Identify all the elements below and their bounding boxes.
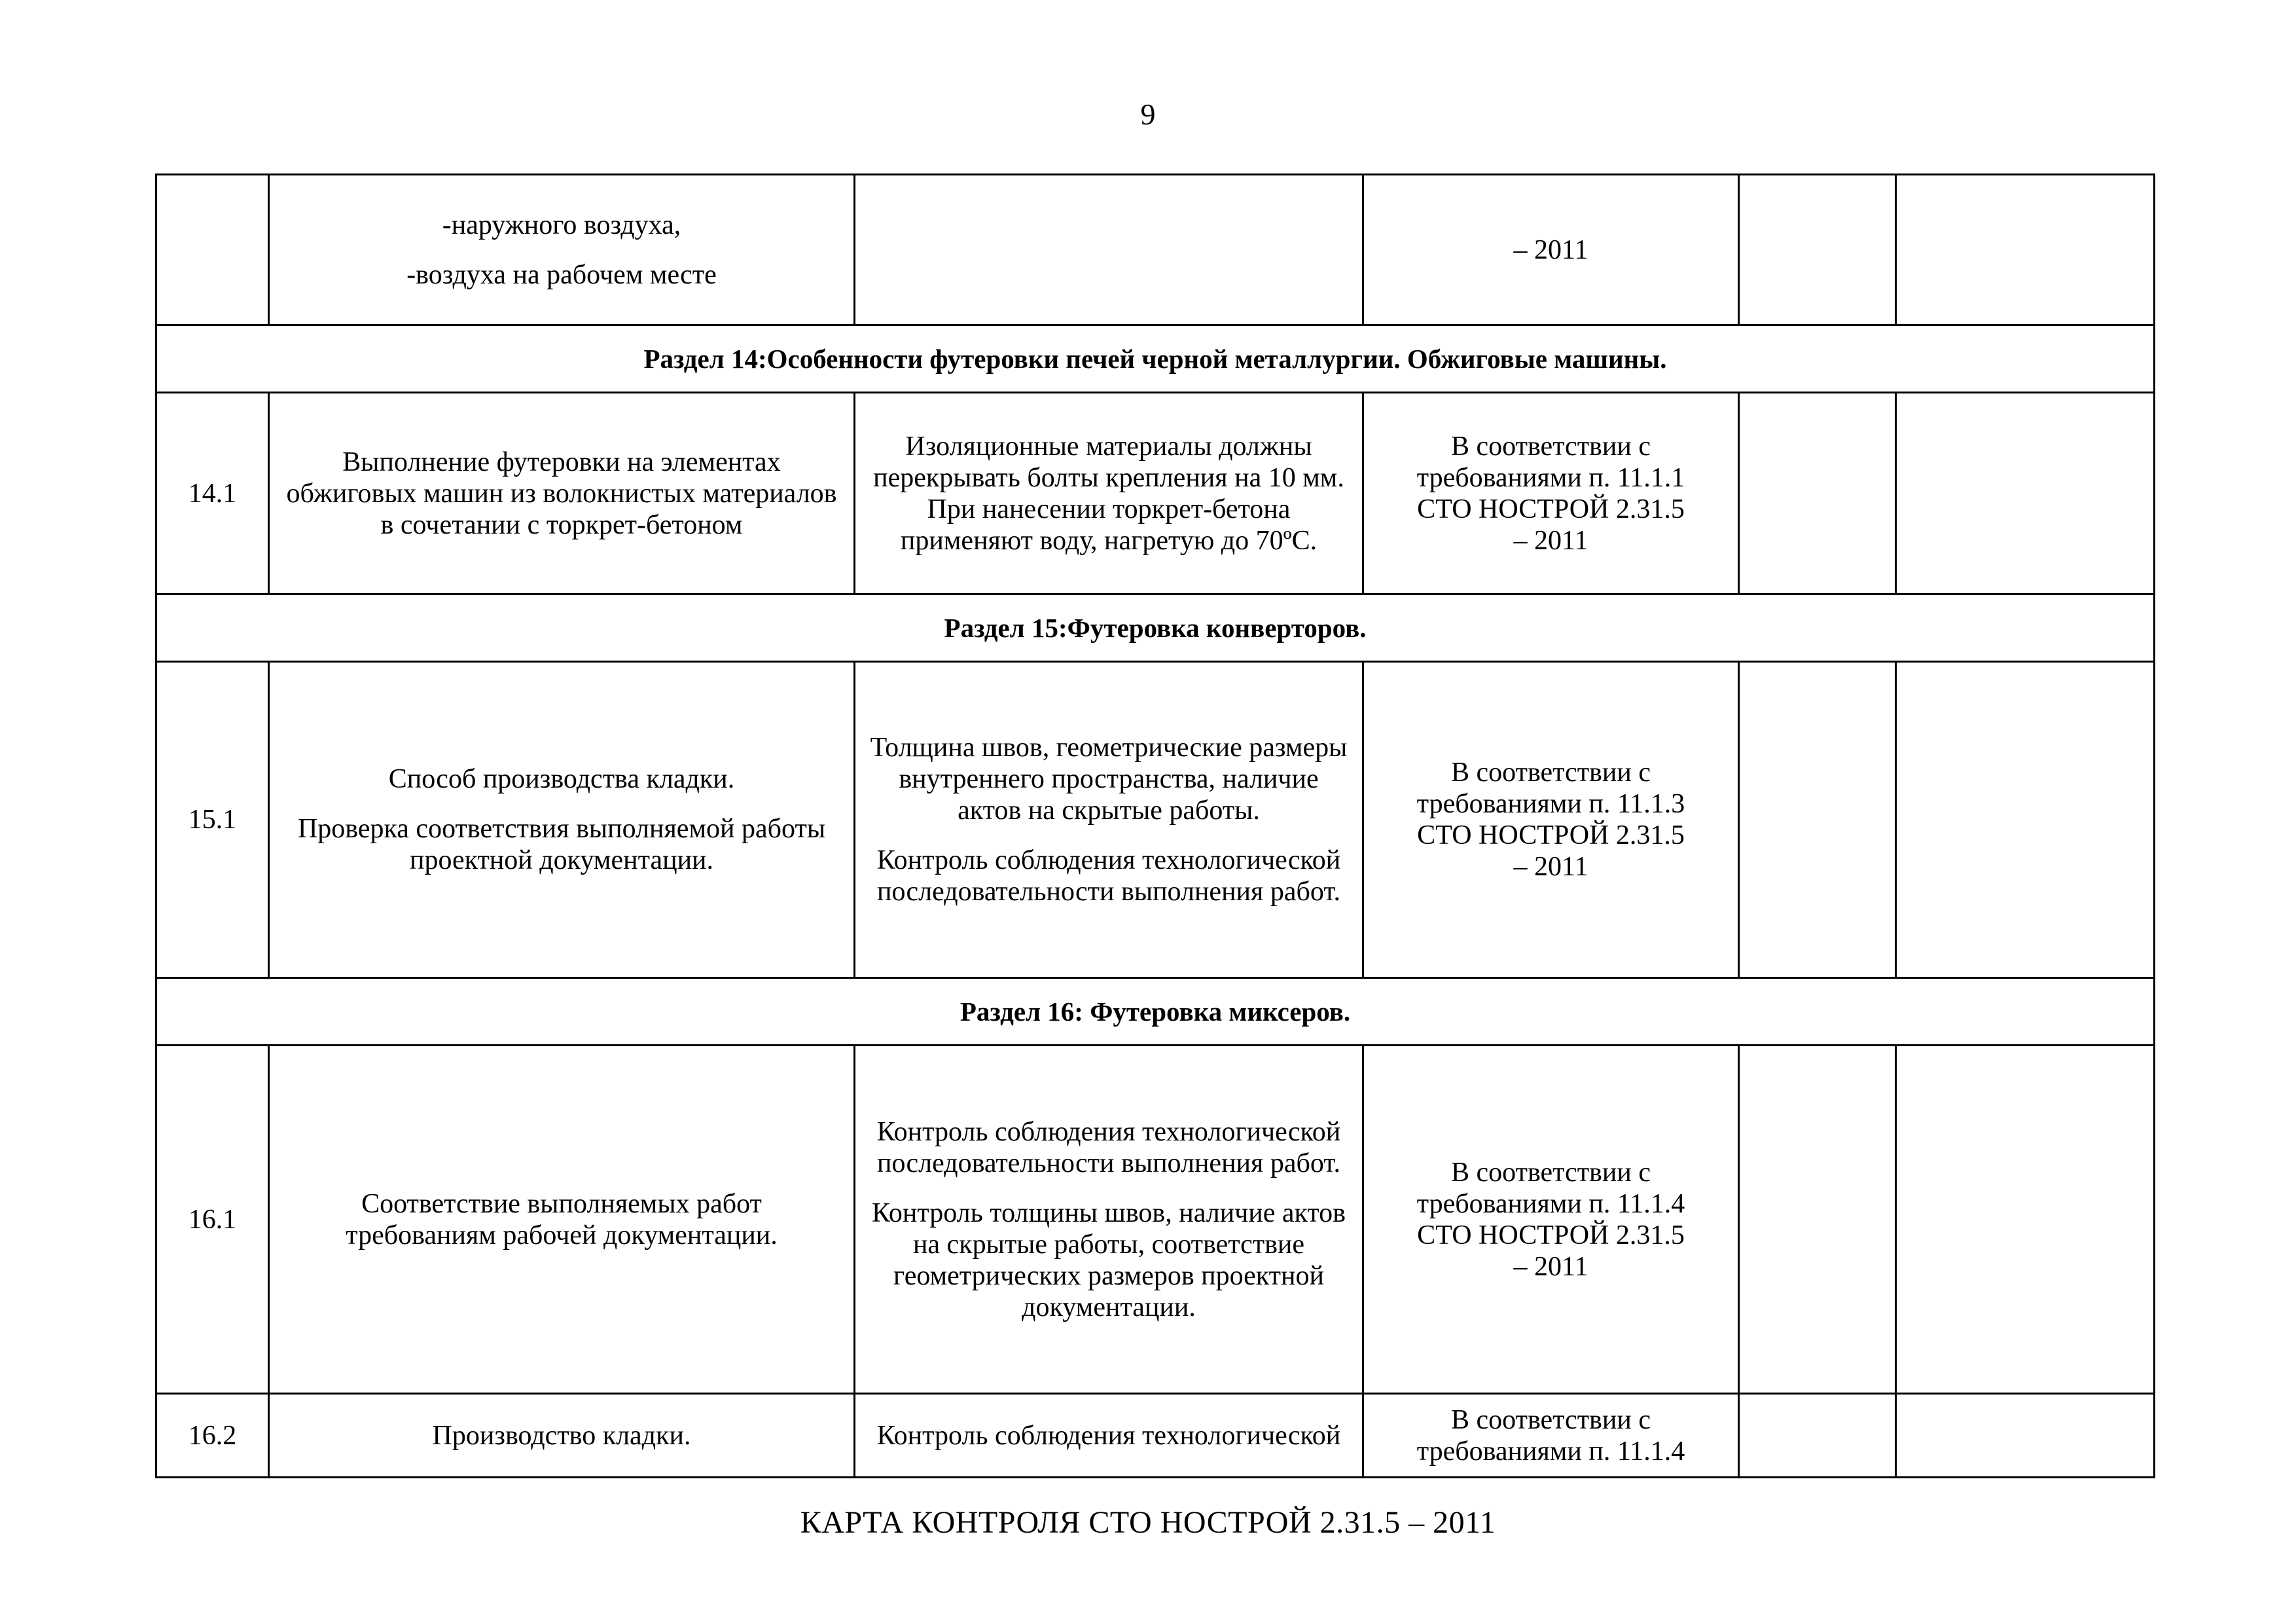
- standard-line: СТО НОСТРОЙ 2.31.5: [1417, 1220, 1685, 1250]
- control-paragraph: Толщина швов, геометрические размеры внутреннего пространства, наличие актов на скрытые работы.: [870, 733, 1348, 826]
- cell-standard: [1363, 1394, 1739, 1478]
- cell-number: [156, 175, 269, 325]
- cell-number: 16.1: [156, 1046, 269, 1394]
- standard-line: В соответствии с: [1451, 1404, 1651, 1435]
- cell-standard: [1363, 393, 1739, 594]
- cell-work: [269, 175, 855, 325]
- cell-control: Контроль соблюдения технологической: [855, 1394, 1363, 1478]
- standard-line: требованиями п. 11.1.4: [1416, 1436, 1685, 1467]
- control-paragraph: Контроль толщины швов, наличие актов на скрытые работы, соответствие геометрических размеров проектной документации.: [871, 1197, 1346, 1322]
- standard-line: СТО НОСТРОЙ 2.31.5: [1417, 820, 1685, 850]
- standard-line: – 2011: [1513, 1251, 1588, 1282]
- cell-empty: [1896, 662, 2155, 978]
- table-row: [156, 662, 2155, 978]
- section-header-row: [156, 594, 2155, 662]
- standard-line: требованиями п. 11.1.1: [1416, 462, 1685, 493]
- page-number: 9: [1140, 98, 1156, 131]
- control-table: [155, 173, 2155, 1478]
- cell-standard: [1363, 662, 1739, 978]
- cell-work: Производство кладки.: [269, 1394, 855, 1478]
- standard-line: В соответствии с: [1451, 757, 1651, 788]
- standard-line: СТО НОСТРОЙ 2.31.5: [1417, 494, 1685, 524]
- cell-empty: [1739, 175, 1896, 325]
- control-paragraph: Контроль соблюдения технологической последовательности выполнения работ.: [876, 845, 1341, 907]
- standard-line: – 2011: [1513, 234, 1588, 265]
- cell-control: [855, 662, 1363, 978]
- cell-empty: [1896, 393, 2155, 594]
- section-header-row: [156, 978, 2155, 1046]
- cell-empty: [1896, 1394, 2155, 1478]
- cell-work: Соответствие выполняемых работ требованиям рабочей документации.: [269, 1046, 855, 1394]
- cell-empty: [1739, 1046, 1896, 1394]
- cell-empty: [1739, 662, 1896, 978]
- work-line: -наружного воздуха,: [442, 210, 681, 240]
- standard-line: – 2011: [1513, 852, 1588, 882]
- cell-control: [855, 175, 1363, 325]
- cell-standard: [1363, 175, 1739, 325]
- table-row: [156, 393, 2155, 594]
- standard-line: требованиями п. 11.1.3: [1416, 789, 1685, 819]
- section-heading: Раздел 15:Футеровка конверторов.: [156, 594, 2155, 662]
- cell-number: 15.1: [156, 662, 269, 978]
- section-heading: Раздел 14:Особенности футеровки печей черной металлургии. Обжиговые машины.: [156, 325, 2155, 393]
- section-heading: Раздел 16: Футеровка миксеров.: [156, 978, 2155, 1046]
- cell-control: [855, 1046, 1363, 1394]
- section-header-row: [156, 325, 2155, 393]
- work-paragraph: Способ производства кладки.: [388, 764, 735, 794]
- cell-control: Изоляционные материалы должны перекрывать болты крепления на 10 мм. При нанесении торкрет-бетона применяют воду, нагретую до 70ºС.: [855, 393, 1363, 594]
- footer-title: КАРТА КОНТРОЛЯ СТО НОСТРОЙ 2.31.5 – 2011: [800, 1505, 1496, 1540]
- control-paragraph: Контроль соблюдения технологической последовательности выполнения работ.: [876, 1116, 1341, 1178]
- cell-number: 14.1: [156, 393, 269, 594]
- table-row: [156, 1046, 2155, 1394]
- cell-empty: [1739, 1394, 1896, 1478]
- cell-empty: [1896, 1046, 2155, 1394]
- table-row-continuation: [156, 175, 2155, 325]
- table-row: [156, 1394, 2155, 1478]
- cell-work: Выполнение футеровки на элементах обжиговых машин из волокнистых материалов в сочетании с торкрет-бетоном: [269, 393, 855, 594]
- work-line: -воздуха на рабочем месте: [406, 259, 717, 290]
- cell-work: [269, 662, 855, 978]
- standard-line: требованиями п. 11.1.4: [1416, 1188, 1685, 1219]
- cell-number: 16.2: [156, 1394, 269, 1478]
- standard-line: В соответствии с: [1451, 1157, 1651, 1188]
- cell-empty: [1896, 175, 2155, 325]
- cell-standard: [1363, 1046, 1739, 1394]
- standard-line: – 2011: [1513, 525, 1588, 556]
- standard-line: В соответствии с: [1451, 431, 1651, 462]
- cell-empty: [1739, 393, 1896, 594]
- work-paragraph: Проверка соответствия выполняемой работы проектной документации.: [297, 814, 826, 875]
